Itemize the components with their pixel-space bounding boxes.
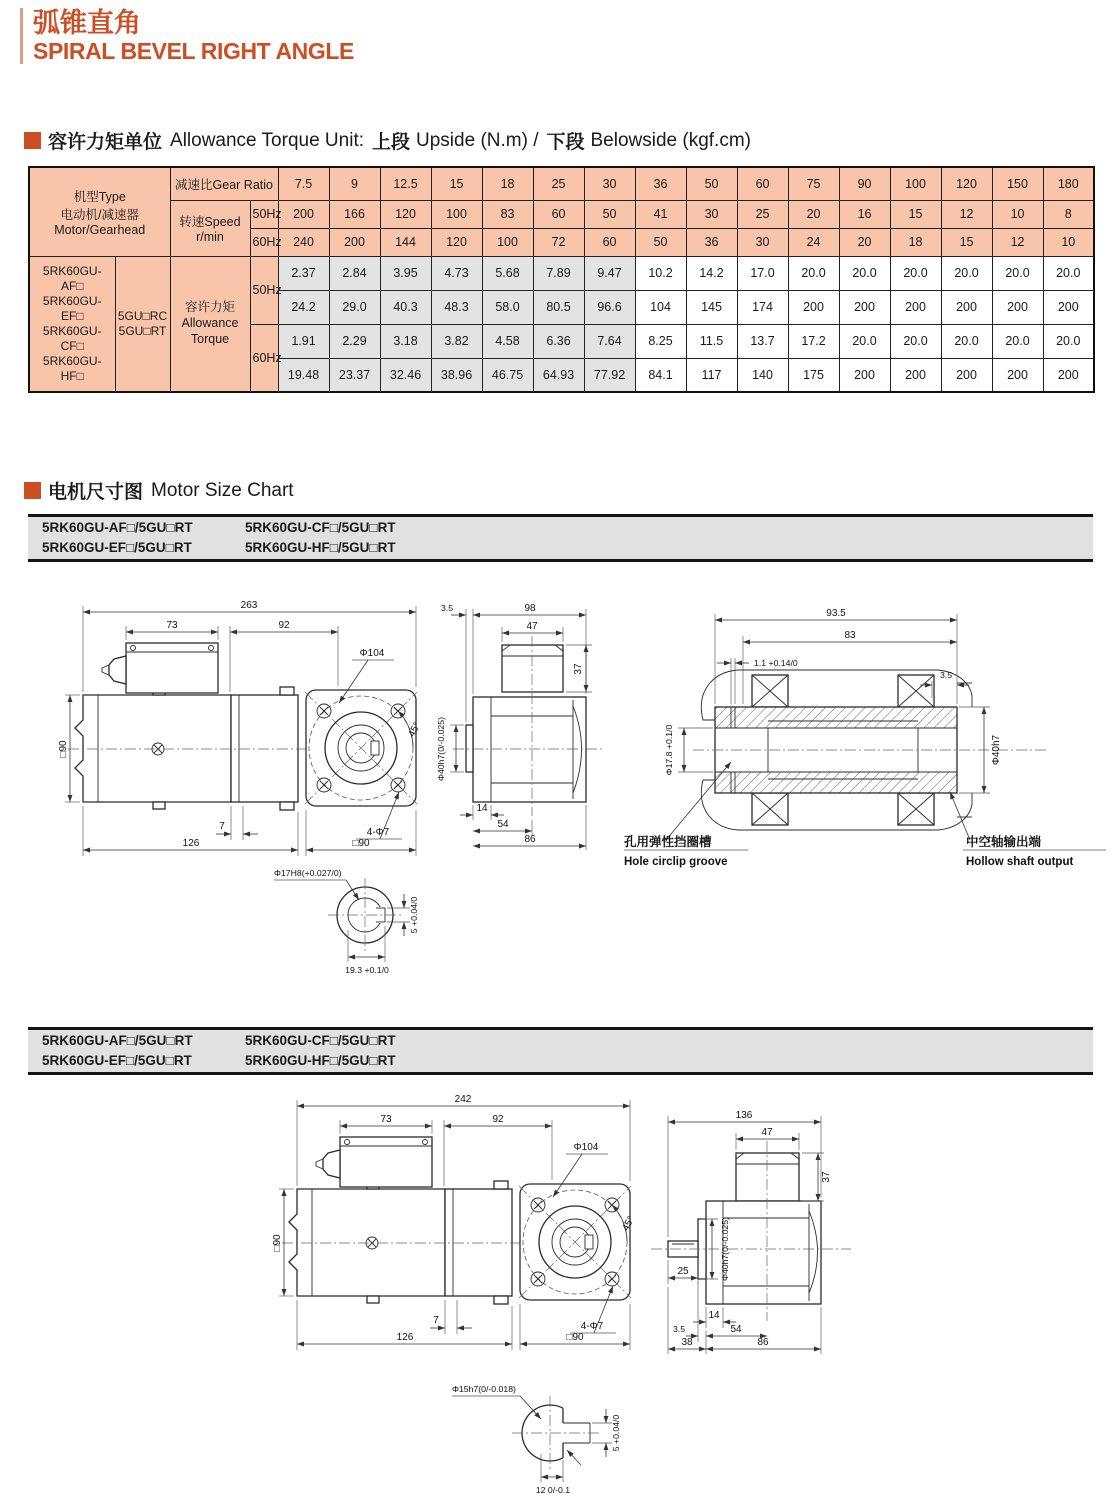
torque-value-cell: 3.82	[431, 324, 482, 358]
dim-holes: 4-Φ7	[366, 827, 390, 838]
speed-cell: 120	[431, 228, 482, 256]
torque-value-cell: 20.0	[1043, 324, 1094, 358]
torque-value-cell: 200	[839, 358, 890, 392]
torque-value-cell: 58.0	[482, 290, 533, 324]
dim-angle: 45°	[406, 720, 424, 740]
speed-cell: 83	[482, 200, 533, 228]
torque-value-cell: 200	[941, 358, 992, 392]
orange-square-icon	[24, 482, 41, 499]
torque-value-cell: 4.73	[431, 256, 482, 290]
dim-inner: 83	[844, 630, 856, 641]
dim-overall: 98	[524, 603, 536, 614]
hz50-cell: 50Hz	[250, 256, 278, 324]
speed-cell: 10	[1043, 228, 1094, 256]
dim-box-h: 37	[573, 663, 584, 675]
speed-cell: 12	[941, 200, 992, 228]
dim-38: 38	[681, 1337, 693, 1348]
speed-cell: 24	[788, 228, 839, 256]
speed-cell: 15	[890, 200, 941, 228]
front-view	[305, 690, 417, 806]
gear-ratio-cell: 12.5	[380, 167, 431, 200]
torque-value-cell: 2.29	[329, 324, 380, 358]
heading-zh: 容许力矩单位	[48, 132, 163, 153]
dim-overall: 242	[454, 1094, 472, 1105]
drawing-hollow-shaft-section	[618, 588, 1112, 888]
torque-value-cell: 29.0	[329, 290, 380, 324]
dim-sq-side: □90	[272, 1234, 283, 1252]
model-bar-right	[245, 1031, 396, 1072]
speed-cell: 8	[1043, 200, 1094, 228]
torque-value-cell: 84.1	[635, 358, 686, 392]
torque-value-cell: 145	[686, 290, 737, 324]
dim-bore: Φ17.8 +0.1/0	[664, 724, 674, 776]
dim-end: 3.5	[939, 670, 953, 680]
speed-cell: 50	[635, 228, 686, 256]
speed-cell: 12	[992, 228, 1043, 256]
gear-ratio-row	[29, 167, 1094, 200]
model-name: 5RK60GU-AF□	[42, 263, 102, 293]
speed-line: 转速Speed	[179, 215, 241, 229]
dim-54: 54	[730, 1324, 742, 1335]
model-bar-1	[28, 514, 1093, 562]
hz50-cell: 50Hz	[250, 200, 278, 228]
torque-value-cell: 20.0	[788, 256, 839, 290]
model-text: 5RK60GU-EF□/5GU□RT	[42, 540, 192, 555]
torque-value-cell: 77.92	[584, 358, 635, 392]
model-list-cell	[29, 256, 115, 392]
dim-14: 14	[708, 1310, 720, 1321]
speed-label-cell	[170, 200, 250, 256]
gearhead-list-cell	[115, 256, 170, 392]
hollow-label-en: Hollow shaft output	[966, 856, 1074, 868]
dim-motor-len: 73	[166, 620, 178, 631]
dim-54: 54	[497, 819, 509, 830]
speed-cell: 25	[737, 200, 788, 228]
dim-angle: 45°	[620, 1214, 638, 1234]
torque-label-cell	[170, 256, 250, 392]
circlip-label-en: Hole circlip groove	[624, 856, 728, 868]
page-title	[20, 8, 354, 64]
dim-86: 86	[524, 834, 536, 845]
type-line: Motor/Gearhead	[54, 222, 146, 237]
model-text: 5RK60GU-EF□/5GU□RT	[42, 1053, 192, 1068]
heading-zh: 电机尺寸图	[48, 482, 144, 503]
torque-value-cell: 200	[839, 290, 890, 324]
gearhead-outline	[453, 636, 603, 816]
shaft-detail	[512, 1396, 602, 1472]
dim-bolt-circle: Φ104	[359, 648, 385, 659]
torque-value-cell: 20.0	[941, 256, 992, 290]
dim-key-w: 19.3 +0.1/0	[345, 965, 389, 975]
speed-cell: 100	[482, 228, 533, 256]
torque-value-cell: 4.58	[482, 324, 533, 358]
dim-bore: Φ17H8(+0.027/0)	[274, 868, 342, 878]
torque-value-cell: 200	[1043, 358, 1094, 392]
hz60-cell: 60Hz	[250, 324, 278, 392]
speed-cell: 20	[839, 228, 890, 256]
dim-key-w: 12 0/-0.1	[535, 1485, 571, 1495]
size-section-heading	[24, 477, 302, 504]
torque-value-cell: 17.0	[737, 256, 788, 290]
gear-ratio-cell: 7.5	[278, 167, 329, 200]
speed-line: r/min	[196, 230, 224, 244]
dim-base: 126	[396, 1332, 414, 1343]
model-bar-left	[42, 518, 245, 559]
torque-value-cell: 20.0	[992, 256, 1043, 290]
bore-detail	[328, 878, 402, 952]
gear-ratio-cell: 180	[1043, 167, 1094, 200]
model-text: 5RK60GU-HF□/5GU□RT	[245, 540, 396, 555]
dim-lead: 3.5	[440, 603, 454, 613]
torque-line: Torque	[190, 331, 230, 346]
hollow-label-zh: 中空轴输出端	[966, 835, 1042, 849]
torque-value-cell: 64.93	[533, 358, 584, 392]
torque-value-cell: 200	[992, 358, 1043, 392]
type-header-cell	[29, 167, 170, 256]
speed-cell: 166	[329, 200, 380, 228]
torque-value-cell: 3.95	[380, 256, 431, 290]
dim-sq-side: □90	[58, 740, 69, 758]
below-en: Belowside (kgf.cm)	[590, 129, 751, 151]
dim-offset: 7	[433, 1315, 439, 1326]
type-line: 机型Type	[73, 189, 126, 204]
torque-value-cell: 200	[890, 358, 941, 392]
model-text: 5RK60GU-AF□/5GU□RT	[42, 1032, 193, 1048]
gearhead-name: 5GU□RC	[117, 308, 168, 323]
dimensions	[274, 868, 419, 975]
speed-cell: 41	[635, 200, 686, 228]
dim-overall: 136	[735, 1110, 753, 1121]
dim-sq-front: □90	[566, 1332, 584, 1343]
model-bar-left	[42, 1031, 245, 1072]
speed-cell: 120	[380, 200, 431, 228]
torque-value-cell: 20.0	[839, 256, 890, 290]
upside-zh: 上段	[372, 132, 411, 153]
gear-ratio-label-cell: 减速比Gear Ratio	[170, 167, 278, 200]
torque-value-cell: 19.48	[278, 358, 329, 392]
torque-value-cell: 200	[890, 290, 941, 324]
gear-ratio-cell: 90	[839, 167, 890, 200]
dim-key-h: 5 +0.04/0	[409, 896, 419, 934]
speed-cell: 60	[584, 228, 635, 256]
heading-en: Motor Size Chart	[151, 479, 294, 501]
dim-overall: 93.5	[826, 608, 846, 619]
model-bar-2	[28, 1027, 1093, 1075]
torque-value-cell: 5.68	[482, 256, 533, 290]
front-view	[519, 1184, 631, 1300]
speed-cell: 72	[533, 228, 584, 256]
dim-25: 25	[677, 1266, 689, 1277]
speed-cell: 18	[890, 228, 941, 256]
torque-value-cell: 38.96	[431, 358, 482, 392]
drawing-solid-shaft-view	[636, 1086, 984, 1404]
torque-value-cell: 2.84	[329, 256, 380, 290]
dim-gear-len: 92	[492, 1114, 504, 1125]
dim-shaft: Φ15h7(0/-0.018)	[452, 1384, 516, 1394]
dim-gear-len: 92	[278, 620, 290, 631]
torque-value-cell: 46.75	[482, 358, 533, 392]
type-line: 电动机/减速器	[60, 207, 139, 222]
speed-cell: 240	[278, 228, 329, 256]
gear-ratio-cell: 75	[788, 167, 839, 200]
speed-cell: 30	[686, 200, 737, 228]
speed-cell: 144	[380, 228, 431, 256]
torque-value-cell: 9.47	[584, 256, 635, 290]
model-name: 5RK60GU-CF□	[42, 323, 102, 353]
model-text: 5RK60GU-HF□/5GU□RT	[245, 1053, 396, 1068]
page-title-en: SPIRAL BEVEL RIGHT ANGLE	[33, 38, 354, 65]
dim-35: 3.5	[672, 1324, 686, 1334]
torque-line: Allowance	[181, 315, 239, 330]
dim-key-h: 5 +0.04/0	[611, 1414, 621, 1452]
dim-overall: 263	[240, 600, 258, 611]
gear-ratio-cell: 150	[992, 167, 1043, 200]
model-text: 5RK60GU-CF□/5GU□RT	[245, 1032, 396, 1048]
torque-value-cell: 23.37	[329, 358, 380, 392]
gearhead-name: 5GU□RT	[118, 323, 167, 338]
gear-ratio-cell: 9	[329, 167, 380, 200]
speed-cell: 30	[737, 228, 788, 256]
torque-section-heading	[24, 127, 759, 154]
torque-value-cell: 14.2	[686, 256, 737, 290]
dimensions	[624, 608, 1106, 868]
speed-cell: 50	[584, 200, 635, 228]
gear-ratio-cell: 36	[635, 167, 686, 200]
side-view	[68, 643, 310, 810]
speed-cell: 200	[278, 200, 329, 228]
dimensions	[452, 1384, 621, 1495]
torque-value-cell: 96.6	[584, 290, 635, 324]
torque-value-cell: 10.2	[635, 256, 686, 290]
dim-shaft: Φ40h7(0/-0.025)	[720, 1217, 730, 1281]
torque-value-cell: 7.89	[533, 256, 584, 290]
below-zh: 下段	[546, 132, 585, 153]
model-text: 5RK60GU-CF□/5GU□RT	[245, 519, 396, 535]
heading-en: Allowance Torque Unit:	[170, 129, 364, 151]
dim-holes: 4-Φ7	[580, 1321, 604, 1332]
torque-value-cell: 20.0	[839, 324, 890, 358]
drawing-motor-side-front-top	[58, 592, 430, 872]
gear-ratio-cell: 15	[431, 167, 482, 200]
dim-offset: 7	[219, 821, 225, 832]
speed-cell: 16	[839, 200, 890, 228]
model-text: 5RK60GU-AF□/5GU□RT	[42, 519, 193, 535]
dim-shaft: Φ40h7(0/-0.025)	[436, 717, 446, 781]
torque-value-cell: 20.0	[992, 324, 1043, 358]
model-bar-right	[245, 518, 396, 559]
torque-value-cell: 117	[686, 358, 737, 392]
drawing-bore-keyway-detail	[270, 858, 448, 990]
torque-value-cell: 1.91	[278, 324, 329, 358]
torque-value-cell: 200	[941, 290, 992, 324]
torque-value-cell: 20.0	[941, 324, 992, 358]
torque-value-cell: 2.37	[278, 256, 329, 290]
speed-cell: 10	[992, 200, 1043, 228]
dim-shaft: Φ40h7	[991, 734, 1002, 766]
gear-ratio-cell: 100	[890, 167, 941, 200]
speed-cell: 36	[686, 228, 737, 256]
gear-ratio-cell: 50	[686, 167, 737, 200]
gear-ratio-cell: 60	[737, 167, 788, 200]
circlip-label-zh: 孔用弹性挡圈槽	[624, 835, 712, 849]
torque-value-cell: 7.64	[584, 324, 635, 358]
gear-ratio-cell: 30	[584, 167, 635, 200]
speed-cell: 15	[941, 228, 992, 256]
page-title-zh: 弧锥直角	[33, 8, 141, 38]
torque-value-cell: 140	[737, 358, 788, 392]
dim-motor-len: 73	[380, 1114, 392, 1125]
dim-sq-front: □90	[352, 838, 370, 849]
torque-value-cell: 104	[635, 290, 686, 324]
gear-ratio-cell: 25	[533, 167, 584, 200]
upside-en: Upside (N.m) /	[416, 129, 539, 151]
torque-value-cell: 20.0	[890, 324, 941, 358]
torque-value-cell: 32.46	[380, 358, 431, 392]
torque-value-cell: 200	[788, 290, 839, 324]
hz60-cell: 60Hz	[250, 228, 278, 256]
dim-base: 126	[182, 838, 200, 849]
orange-square-icon	[24, 132, 41, 149]
model-name: 5RK60GU-HF□	[42, 353, 102, 383]
gear-ratio-cell: 120	[941, 167, 992, 200]
torque-value-cell: 6.36	[533, 324, 584, 358]
speed-cell: 20	[788, 200, 839, 228]
speed-cell: 200	[329, 228, 380, 256]
torque-value-cell: 8.25	[635, 324, 686, 358]
torque-value-cell: 20.0	[1043, 256, 1094, 290]
torque-row-50hz-nm	[29, 256, 1094, 290]
torque-line: 容许力矩	[184, 300, 235, 315]
dim-86: 86	[757, 1337, 769, 1348]
torque-value-cell: 3.18	[380, 324, 431, 358]
speed-50hz-row	[29, 200, 1094, 228]
torque-value-cell: 24.2	[278, 290, 329, 324]
side-view	[282, 1137, 524, 1304]
gear-ratio-cell: 18	[482, 167, 533, 200]
model-name: 5RK60GU-EF□	[42, 293, 102, 323]
torque-value-cell: 11.5	[686, 324, 737, 358]
drawing-shaft-keyway-detail	[450, 1376, 638, 1504]
torque-value-cell: 174	[737, 290, 788, 324]
dim-bolt-circle: Φ104	[573, 1142, 599, 1153]
torque-value-cell: 13.7	[737, 324, 788, 358]
dim-14: 14	[476, 803, 488, 814]
torque-value-cell: 20.0	[890, 256, 941, 290]
torque-value-cell: 17.2	[788, 324, 839, 358]
torque-value-cell: 80.5	[533, 290, 584, 324]
speed-cell: 60	[533, 200, 584, 228]
dim-groove: 1.1 +0.14/0	[754, 658, 798, 668]
speed-cell: 100	[431, 200, 482, 228]
dim-box-w: 47	[526, 621, 538, 632]
torque-value-cell: 40.3	[380, 290, 431, 324]
torque-value-cell: 200	[992, 290, 1043, 324]
torque-value-cell: 48.3	[431, 290, 482, 324]
torque-value-cell: 200	[1043, 290, 1094, 324]
torque-value-cell: 175	[788, 358, 839, 392]
dim-box-h: 37	[821, 1171, 832, 1183]
dim-box-w: 47	[761, 1127, 773, 1138]
drawing-motor-side-front-bottom	[272, 1086, 644, 1366]
allowance-torque-table	[28, 166, 1095, 393]
